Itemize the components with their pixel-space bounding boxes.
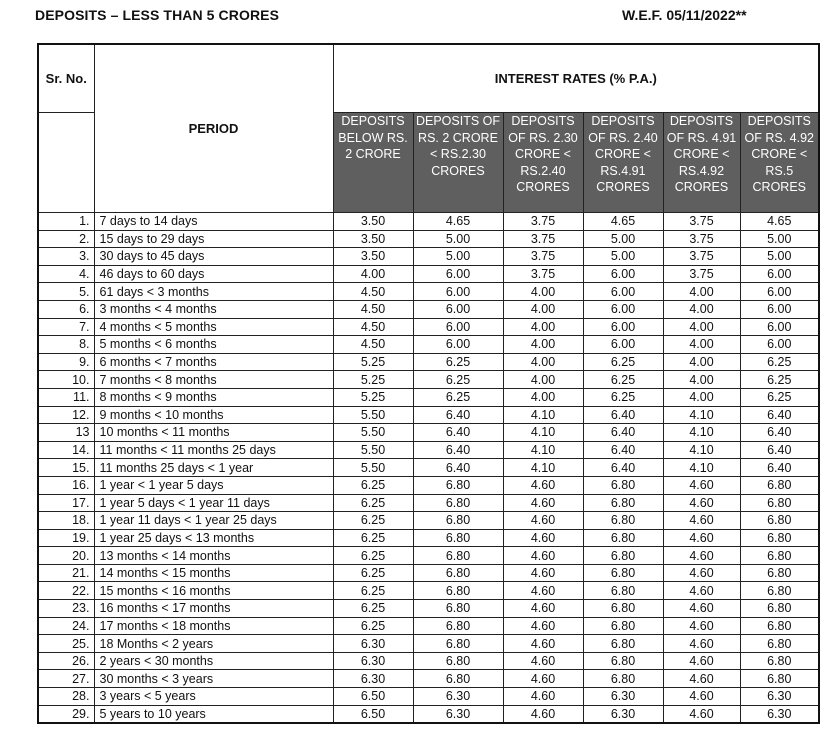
rate-cell: 6.50 xyxy=(333,688,413,706)
rate-cell: 6.25 xyxy=(740,353,819,371)
period-cell: 5 years to 10 years xyxy=(94,705,333,723)
rate-cell: 6.00 xyxy=(413,265,503,283)
rate-cell: 4.00 xyxy=(663,300,740,318)
rate-cell: 6.80 xyxy=(413,547,503,565)
rate-cell: 6.25 xyxy=(333,529,413,547)
period-cell: 6 months < 7 months xyxy=(94,353,333,371)
rate-cell: 6.30 xyxy=(583,705,663,723)
table-row xyxy=(38,230,819,248)
sr-no-cell: 4. xyxy=(38,265,94,283)
table-row xyxy=(38,371,819,389)
sr-no-cell: 23. xyxy=(38,600,94,618)
column-header: DEPOSITS OF RS. 4.92 CRORE < RS.5 CRORES xyxy=(740,113,819,213)
rate-cell: 6.80 xyxy=(740,564,819,582)
sr-no-cell: 1. xyxy=(38,213,94,231)
rate-cell: 6.80 xyxy=(413,582,503,600)
rate-cell: 6.80 xyxy=(583,547,663,565)
rate-cell: 6.30 xyxy=(740,705,819,723)
rate-cell: 6.30 xyxy=(413,688,503,706)
table-row xyxy=(38,265,819,283)
table-row xyxy=(38,652,819,670)
rate-cell: 5.25 xyxy=(333,353,413,371)
rate-cell: 6.80 xyxy=(583,652,663,670)
sr-no-subheader-blank xyxy=(38,113,94,213)
rate-cell: 6.30 xyxy=(583,688,663,706)
sr-no-cell: 2. xyxy=(38,230,94,248)
column-header: DEPOSITS OF RS. 2.40 CRORE < RS.4.91 CRORES xyxy=(583,113,663,213)
rate-cell: 6.80 xyxy=(583,476,663,494)
rate-cell: 4.00 xyxy=(503,318,583,336)
rate-cell: 4.00 xyxy=(663,388,740,406)
rate-cell: 4.60 xyxy=(663,529,740,547)
sr-no-cell: 10. xyxy=(38,371,94,389)
rate-cell: 5.25 xyxy=(333,388,413,406)
sr-no-cell: 29. xyxy=(38,705,94,723)
period-cell: 3 years < 5 years xyxy=(94,688,333,706)
rate-cell: 6.80 xyxy=(583,617,663,635)
rate-cell: 6.80 xyxy=(740,582,819,600)
rate-cell: 3.50 xyxy=(333,230,413,248)
effective-date: W.E.F. 05/11/2022** xyxy=(622,7,747,23)
sr-no-cell: 21. xyxy=(38,564,94,582)
period-cell: 1 year 11 days < 1 year 25 days xyxy=(94,512,333,530)
rate-cell: 4.60 xyxy=(503,512,583,530)
rate-cell: 4.10 xyxy=(663,424,740,442)
rate-cell: 4.10 xyxy=(663,441,740,459)
rate-cell: 3.50 xyxy=(333,213,413,231)
rate-cell: 4.10 xyxy=(503,441,583,459)
table-row xyxy=(38,283,819,301)
rate-cell: 4.50 xyxy=(333,283,413,301)
sr-no-cell: 26. xyxy=(38,652,94,670)
rate-cell: 4.60 xyxy=(663,600,740,618)
rate-cell: 3.50 xyxy=(333,248,413,266)
rate-cell: 6.25 xyxy=(333,600,413,618)
rate-cell: 4.60 xyxy=(503,635,583,653)
rate-cell: 6.80 xyxy=(583,512,663,530)
rate-cell: 6.40 xyxy=(413,459,503,477)
rate-cell: 6.25 xyxy=(740,388,819,406)
rate-cell: 4.60 xyxy=(503,529,583,547)
rate-cell: 3.75 xyxy=(503,265,583,283)
table-row xyxy=(38,635,819,653)
rate-cell: 3.75 xyxy=(503,213,583,231)
sr-no-cell: 8. xyxy=(38,336,94,354)
rate-cell: 6.00 xyxy=(740,318,819,336)
sr-no-cell: 17. xyxy=(38,494,94,512)
period-cell: 15 days to 29 days xyxy=(94,230,333,248)
period-cell: 16 months < 17 months xyxy=(94,600,333,618)
sr-no-cell: 14. xyxy=(38,441,94,459)
rate-cell: 3.75 xyxy=(663,213,740,231)
rate-cell: 6.25 xyxy=(333,476,413,494)
rate-cell: 5.50 xyxy=(333,424,413,442)
rate-cell: 5.25 xyxy=(333,371,413,389)
rate-cell: 4.60 xyxy=(503,705,583,723)
rate-cell: 6.80 xyxy=(740,617,819,635)
rate-cell: 6.00 xyxy=(740,336,819,354)
rate-cell: 6.80 xyxy=(740,600,819,618)
period-cell: 1 year 5 days < 1 year 11 days xyxy=(94,494,333,512)
sr-no-cell: 7. xyxy=(38,318,94,336)
rate-cell: 6.80 xyxy=(740,512,819,530)
rate-cell: 6.00 xyxy=(583,283,663,301)
rate-cell: 4.00 xyxy=(503,336,583,354)
rate-cell: 4.00 xyxy=(503,300,583,318)
rate-cell: 6.80 xyxy=(583,564,663,582)
rate-cell: 6.25 xyxy=(333,582,413,600)
rate-cell: 6.40 xyxy=(740,406,819,424)
rate-cell: 4.60 xyxy=(663,494,740,512)
rate-cell: 4.00 xyxy=(663,371,740,389)
rate-cell: 4.50 xyxy=(333,300,413,318)
rate-cell: 6.30 xyxy=(740,688,819,706)
period-cell: 10 months < 11 months xyxy=(94,424,333,442)
rate-cell: 6.80 xyxy=(583,494,663,512)
table-row xyxy=(38,318,819,336)
rate-cell: 4.10 xyxy=(503,406,583,424)
rate-cell: 6.80 xyxy=(413,564,503,582)
rate-cell: 3.75 xyxy=(663,265,740,283)
rate-cell: 6.40 xyxy=(740,424,819,442)
period-cell: 8 months < 9 months xyxy=(94,388,333,406)
rate-cell: 4.00 xyxy=(503,353,583,371)
rate-cell: 4.00 xyxy=(503,283,583,301)
table-row xyxy=(38,670,819,688)
sr-no-cell: 3. xyxy=(38,248,94,266)
rate-cell: 6.40 xyxy=(740,441,819,459)
table-row xyxy=(38,617,819,635)
period-cell: 1 year 25 days < 13 months xyxy=(94,529,333,547)
rate-cell: 5.00 xyxy=(583,230,663,248)
rate-cell: 4.00 xyxy=(333,265,413,283)
rate-cell: 6.80 xyxy=(583,670,663,688)
period-cell: 30 days to 45 days xyxy=(94,248,333,266)
table-row xyxy=(38,529,819,547)
period-cell: 4 months < 5 months xyxy=(94,318,333,336)
page-title: DEPOSITS – LESS THAN 5 CRORES xyxy=(35,7,280,23)
rate-cell: 4.10 xyxy=(663,459,740,477)
rate-cell: 4.60 xyxy=(663,617,740,635)
rate-cell: 6.25 xyxy=(583,371,663,389)
rate-cell: 4.65 xyxy=(583,213,663,231)
rate-cell: 6.80 xyxy=(413,617,503,635)
rate-cell: 4.60 xyxy=(503,600,583,618)
rate-cell: 6.80 xyxy=(740,652,819,670)
rate-cell: 6.80 xyxy=(413,476,503,494)
period-cell: 17 months < 18 months xyxy=(94,617,333,635)
rate-cell: 4.60 xyxy=(663,688,740,706)
sr-no-cell: 15. xyxy=(38,459,94,477)
rate-cell: 6.40 xyxy=(583,441,663,459)
rate-cell: 5.50 xyxy=(333,441,413,459)
rate-cell: 6.80 xyxy=(583,582,663,600)
rate-cell: 4.60 xyxy=(503,652,583,670)
rate-cell: 6.40 xyxy=(583,459,663,477)
column-header: DEPOSITS OF RS. 4.91 CRORE < RS.4.92 CRORES xyxy=(663,113,740,213)
table-row xyxy=(38,564,819,582)
rate-cell: 4.10 xyxy=(503,459,583,477)
rate-cell: 6.00 xyxy=(740,283,819,301)
sr-no-cell: 6. xyxy=(38,300,94,318)
rate-cell: 6.80 xyxy=(583,600,663,618)
rate-cell: 6.80 xyxy=(740,547,819,565)
rate-cell: 6.25 xyxy=(740,371,819,389)
rate-cell: 5.00 xyxy=(583,248,663,266)
table-row xyxy=(38,705,819,723)
sr-no-cell: 12. xyxy=(38,406,94,424)
rate-cell: 4.00 xyxy=(663,336,740,354)
rate-cell: 6.00 xyxy=(413,300,503,318)
rate-cell: 6.40 xyxy=(583,406,663,424)
rate-cell: 4.60 xyxy=(503,688,583,706)
period-cell: 15 months < 16 months xyxy=(94,582,333,600)
period-cell: 30 months < 3 years xyxy=(94,670,333,688)
column-header: DEPOSITS OF RS. 2.30 CRORE < RS.2.40 CRORES xyxy=(503,113,583,213)
rate-cell: 3.75 xyxy=(503,248,583,266)
period-cell: 7 months < 8 months xyxy=(94,371,333,389)
rate-cell: 4.60 xyxy=(663,582,740,600)
rate-cell: 4.60 xyxy=(663,476,740,494)
rate-cell: 6.25 xyxy=(333,512,413,530)
column-header: DEPOSITS OF RS. 2 CRORE < RS.2.30 CRORES xyxy=(413,113,503,213)
rate-cell: 4.60 xyxy=(663,547,740,565)
rate-cell: 6.80 xyxy=(413,635,503,653)
rate-cell: 4.60 xyxy=(663,564,740,582)
rate-cell: 4.60 xyxy=(503,476,583,494)
sr-no-cell: 25. xyxy=(38,635,94,653)
rate-cell: 4.10 xyxy=(663,406,740,424)
rate-cell: 4.65 xyxy=(740,213,819,231)
sr-no-cell: 28. xyxy=(38,688,94,706)
period-cell: 46 days to 60 days xyxy=(94,265,333,283)
sr-no-cell: 18. xyxy=(38,512,94,530)
rate-cell: 5.50 xyxy=(333,406,413,424)
table-row xyxy=(38,336,819,354)
rate-cell: 6.25 xyxy=(413,353,503,371)
period-cell: 5 months < 6 months xyxy=(94,336,333,354)
rate-cell: 4.00 xyxy=(503,388,583,406)
sr-no-cell: 16. xyxy=(38,476,94,494)
rate-cell: 4.50 xyxy=(333,336,413,354)
period-header: PERIOD xyxy=(94,44,333,213)
rate-cell: 5.00 xyxy=(740,248,819,266)
rate-cell: 4.60 xyxy=(503,547,583,565)
sr-no-cell: 22. xyxy=(38,582,94,600)
table-row xyxy=(38,547,819,565)
table-row xyxy=(38,600,819,618)
period-cell: 3 months < 4 months xyxy=(94,300,333,318)
rate-cell: 6.40 xyxy=(740,459,819,477)
rate-cell: 6.80 xyxy=(413,652,503,670)
rate-cell: 4.60 xyxy=(503,670,583,688)
interest-rate-table xyxy=(37,43,820,724)
rate-cell: 6.00 xyxy=(583,318,663,336)
period-cell: 9 months < 10 months xyxy=(94,406,333,424)
table-row xyxy=(38,300,819,318)
rate-cell: 6.30 xyxy=(333,652,413,670)
rate-cell: 4.60 xyxy=(663,512,740,530)
rate-cell: 4.60 xyxy=(503,617,583,635)
period-cell: 2 years < 30 months xyxy=(94,652,333,670)
period-cell: 7 days to 14 days xyxy=(94,213,333,231)
rate-cell: 6.00 xyxy=(413,318,503,336)
rate-cell: 3.75 xyxy=(503,230,583,248)
rate-cell: 4.10 xyxy=(503,424,583,442)
rate-cell: 5.00 xyxy=(413,230,503,248)
table-row xyxy=(38,512,819,530)
rate-cell: 4.60 xyxy=(663,705,740,723)
sr-no-cell: 9. xyxy=(38,353,94,371)
rate-cell: 3.75 xyxy=(663,230,740,248)
period-cell: 11 months < 11 months 25 days xyxy=(94,441,333,459)
rate-cell: 6.80 xyxy=(413,529,503,547)
table-row xyxy=(38,582,819,600)
rate-cell: 6.80 xyxy=(583,529,663,547)
sr-no-cell: 27. xyxy=(38,670,94,688)
sr-no-cell: 5. xyxy=(38,283,94,301)
table-row xyxy=(38,441,819,459)
period-cell: 11 months 25 days < 1 year xyxy=(94,459,333,477)
rate-cell: 6.25 xyxy=(333,494,413,512)
rate-cell: 6.80 xyxy=(740,476,819,494)
rate-cell: 3.75 xyxy=(663,248,740,266)
rate-cell: 6.40 xyxy=(413,424,503,442)
column-header: DEPOSITS BELOW RS. 2 CRORE xyxy=(333,113,413,213)
sr-no-cell: 19. xyxy=(38,529,94,547)
rate-cell: 6.80 xyxy=(740,635,819,653)
interest-rates-header: INTEREST RATES (% P.A.) xyxy=(333,44,819,113)
rate-cell: 6.80 xyxy=(413,512,503,530)
rate-cell: 4.50 xyxy=(333,318,413,336)
rate-cell: 4.60 xyxy=(663,652,740,670)
rate-cell: 4.60 xyxy=(663,670,740,688)
rate-cell: 5.00 xyxy=(413,248,503,266)
rate-cell: 4.60 xyxy=(503,582,583,600)
rate-cell: 4.00 xyxy=(663,283,740,301)
table-row xyxy=(38,388,819,406)
table-row xyxy=(38,353,819,371)
rate-cell: 6.00 xyxy=(413,336,503,354)
rate-cell: 6.40 xyxy=(413,406,503,424)
rate-cell: 6.25 xyxy=(333,617,413,635)
rate-cell: 4.60 xyxy=(503,564,583,582)
table-row xyxy=(38,248,819,266)
rate-cell: 6.25 xyxy=(333,564,413,582)
rate-cell: 6.40 xyxy=(583,424,663,442)
rate-cell: 6.80 xyxy=(413,494,503,512)
sr-no-header: Sr. No. xyxy=(38,44,94,113)
table-row xyxy=(38,688,819,706)
rate-cell: 6.30 xyxy=(413,705,503,723)
rate-cell: 6.30 xyxy=(333,635,413,653)
rate-cell: 5.50 xyxy=(333,459,413,477)
sr-no-cell: 24. xyxy=(38,617,94,635)
rate-cell: 6.30 xyxy=(333,670,413,688)
period-cell: 14 months < 15 months xyxy=(94,564,333,582)
rate-cell: 6.40 xyxy=(413,441,503,459)
rate-cell: 6.25 xyxy=(413,371,503,389)
rate-cell: 6.50 xyxy=(333,705,413,723)
table-row xyxy=(38,459,819,477)
sr-no-cell: 13 xyxy=(38,424,94,442)
rate-cell: 6.80 xyxy=(413,600,503,618)
sr-no-cell: 11. xyxy=(38,388,94,406)
sr-no-cell: 20. xyxy=(38,547,94,565)
table-row xyxy=(38,424,819,442)
rate-cell: 6.00 xyxy=(413,283,503,301)
rate-cell: 6.00 xyxy=(583,300,663,318)
rate-cell: 6.00 xyxy=(740,300,819,318)
rate-cell: 6.00 xyxy=(583,336,663,354)
rate-cell: 6.80 xyxy=(740,670,819,688)
rate-cell: 4.00 xyxy=(663,353,740,371)
rate-cell: 5.00 xyxy=(740,230,819,248)
rate-cell: 4.60 xyxy=(663,635,740,653)
rate-cell: 6.80 xyxy=(583,635,663,653)
rate-cell: 6.80 xyxy=(740,529,819,547)
rate-cell: 6.25 xyxy=(583,388,663,406)
rate-cell: 6.25 xyxy=(583,353,663,371)
rate-cell: 6.80 xyxy=(740,494,819,512)
period-cell: 1 year < 1 year 5 days xyxy=(94,476,333,494)
rate-cell: 4.00 xyxy=(663,318,740,336)
rate-cell: 6.00 xyxy=(740,265,819,283)
period-cell: 61 days < 3 months xyxy=(94,283,333,301)
rate-cell: 4.65 xyxy=(413,213,503,231)
rate-cell: 6.25 xyxy=(333,547,413,565)
period-cell: 13 months < 14 months xyxy=(94,547,333,565)
rate-cell: 4.60 xyxy=(503,494,583,512)
rate-cell: 6.00 xyxy=(583,265,663,283)
period-cell: 18 Months < 2 years xyxy=(94,635,333,653)
table-row xyxy=(38,213,819,231)
rate-cell: 6.80 xyxy=(413,670,503,688)
rate-cell: 4.00 xyxy=(503,371,583,389)
table-row xyxy=(38,406,819,424)
rate-cell: 6.25 xyxy=(413,388,503,406)
table-row xyxy=(38,476,819,494)
table-row xyxy=(38,494,819,512)
